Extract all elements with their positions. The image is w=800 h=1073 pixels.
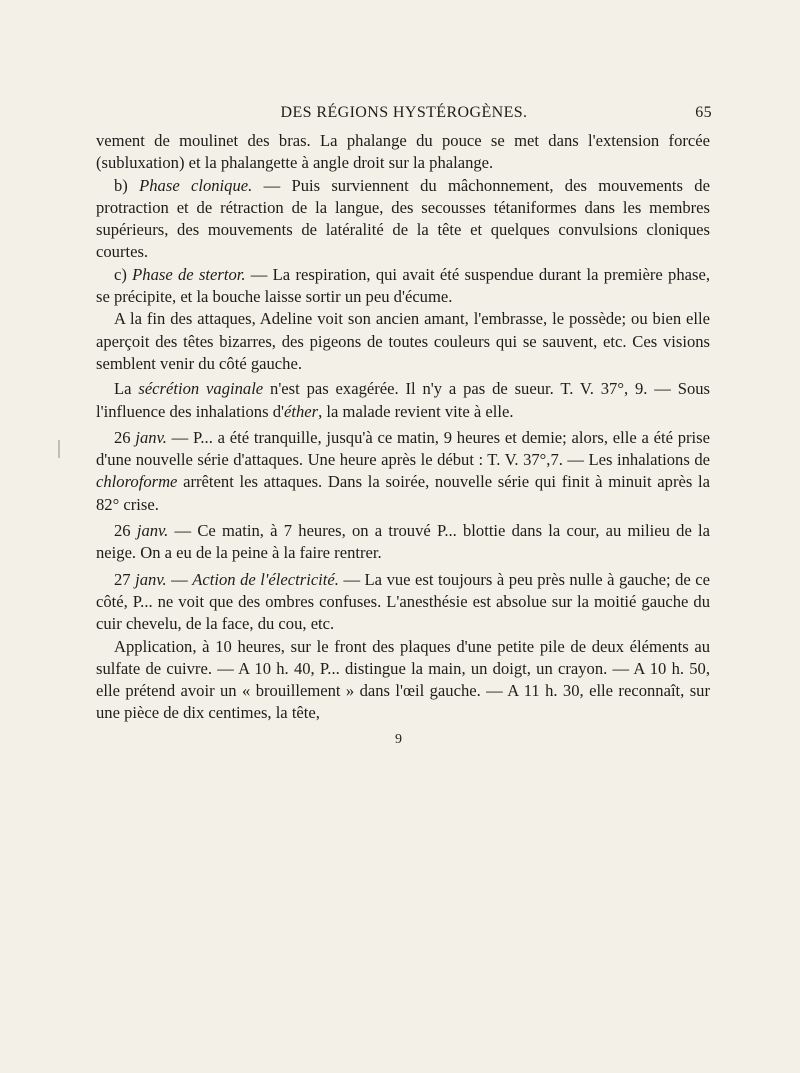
italic-text: chloroforme [96, 472, 178, 492]
italic-text: éther [284, 401, 319, 421]
text-run: 26 [114, 427, 136, 447]
page-number: 65 [695, 104, 712, 121]
italic-text: Phase de stertor. [132, 264, 246, 284]
paragraph [96, 378, 710, 423]
paragraph [96, 520, 710, 565]
paragraph [96, 175, 710, 264]
text-run: arrêtent les attaques. Dans la soirée, nouvelle série qui finit à minuit après la 82° crise. [96, 472, 710, 514]
text-run: La [114, 379, 139, 399]
text-run: — Puis surviennent du mâchonnement, des mouvements de protraction et de rétraction de la langue, des secousses tétaniformes dans les membres supérieurs, des mouvements de latéralité de la tête et quelques convulsions cloniques courtes. [96, 175, 710, 262]
body-text [96, 130, 710, 725]
paragraph [96, 569, 710, 636]
text-run: — Ce matin, à 7 heures, on a trouvé P... blottie dans la cour, au milieu de la neige. On a eu de la peine à la faire rentrer. [96, 521, 710, 563]
text-run: , la malade revient vite à elle. [318, 401, 514, 421]
text-run: Application, à 10 heures, sur le front des plaques d'une petite pile de deux éléments au sulfate de cuivre. — A 10 h. 40, P... distingue la main, un doigt, un crayon. — A 10 h. 50, elle prétend avoir un « brouillement » dans l'œil gauche. — A 11 h. 30, elle reconnaît, sur une pièce de dix centimes, la tête, [96, 636, 710, 723]
italic-text: janv. [136, 521, 169, 541]
paragraph [96, 636, 710, 725]
paragraph [96, 130, 710, 175]
paragraph [96, 308, 710, 375]
paragraph [96, 427, 710, 516]
text-run: — P... a été tranquille, jusqu'à ce matin, 9 heures et demie; alors, elle a été prise d'une nouvelle série d'attaques. Une heure après le début : T. V. 37°,7. — Les inhalations de [96, 427, 710, 470]
text-run: — La respiration, qui avait été suspendue durant la première phase, se précipite, et la bouche laisse sortir un peu d'écume. [96, 264, 710, 307]
italic-text: janv. [135, 427, 167, 447]
italic-text: janv. [135, 569, 167, 589]
text-run: A la fin des attaques, Adeline voit son ancien amant, l'embrasse, le possède; ou bien elle aperçoit des têtes bizarres, des pigeons de toutes couleurs qui se sauvent, etc. Ces visions semblent venir du côté gauche. [96, 309, 710, 373]
text-run: 26 [114, 521, 137, 541]
paragraph [96, 264, 710, 309]
text-run: — [166, 569, 193, 589]
italic-text: Phase clonique. [139, 175, 253, 195]
signature-mark: 9 [395, 732, 402, 747]
text-run: — La vue est toujours à peu près nulle à gauche; de ce côté, P... ne voit que des ombres confuses. L'anesthésie est absolue sur la moitié gauche du cuir chevelu, de la face, du cou, etc. [96, 569, 711, 634]
running-head [96, 104, 712, 126]
page-title: DES RÉGIONS HYSTÉROGÈNES. [280, 104, 528, 121]
italic-text: Action de l'électricité. [192, 569, 339, 589]
italic-text: sécrétion vaginale [138, 379, 264, 399]
text-run: vement de moulinet des bras. La phalange du pouce se met dans l'extension forcée (subluxation) et la phalangette à angle droit sur la phalange. [96, 131, 710, 173]
text-run: c) [114, 264, 133, 284]
margin-mark [58, 440, 60, 458]
text-run: 27 [114, 569, 136, 589]
text-run: n'est pas exagérée. Il n'y a pas de sueur. T. V. 37°, 9. — Sous l'influence des inhalations d' [96, 379, 710, 421]
text-run: b) [114, 175, 140, 195]
